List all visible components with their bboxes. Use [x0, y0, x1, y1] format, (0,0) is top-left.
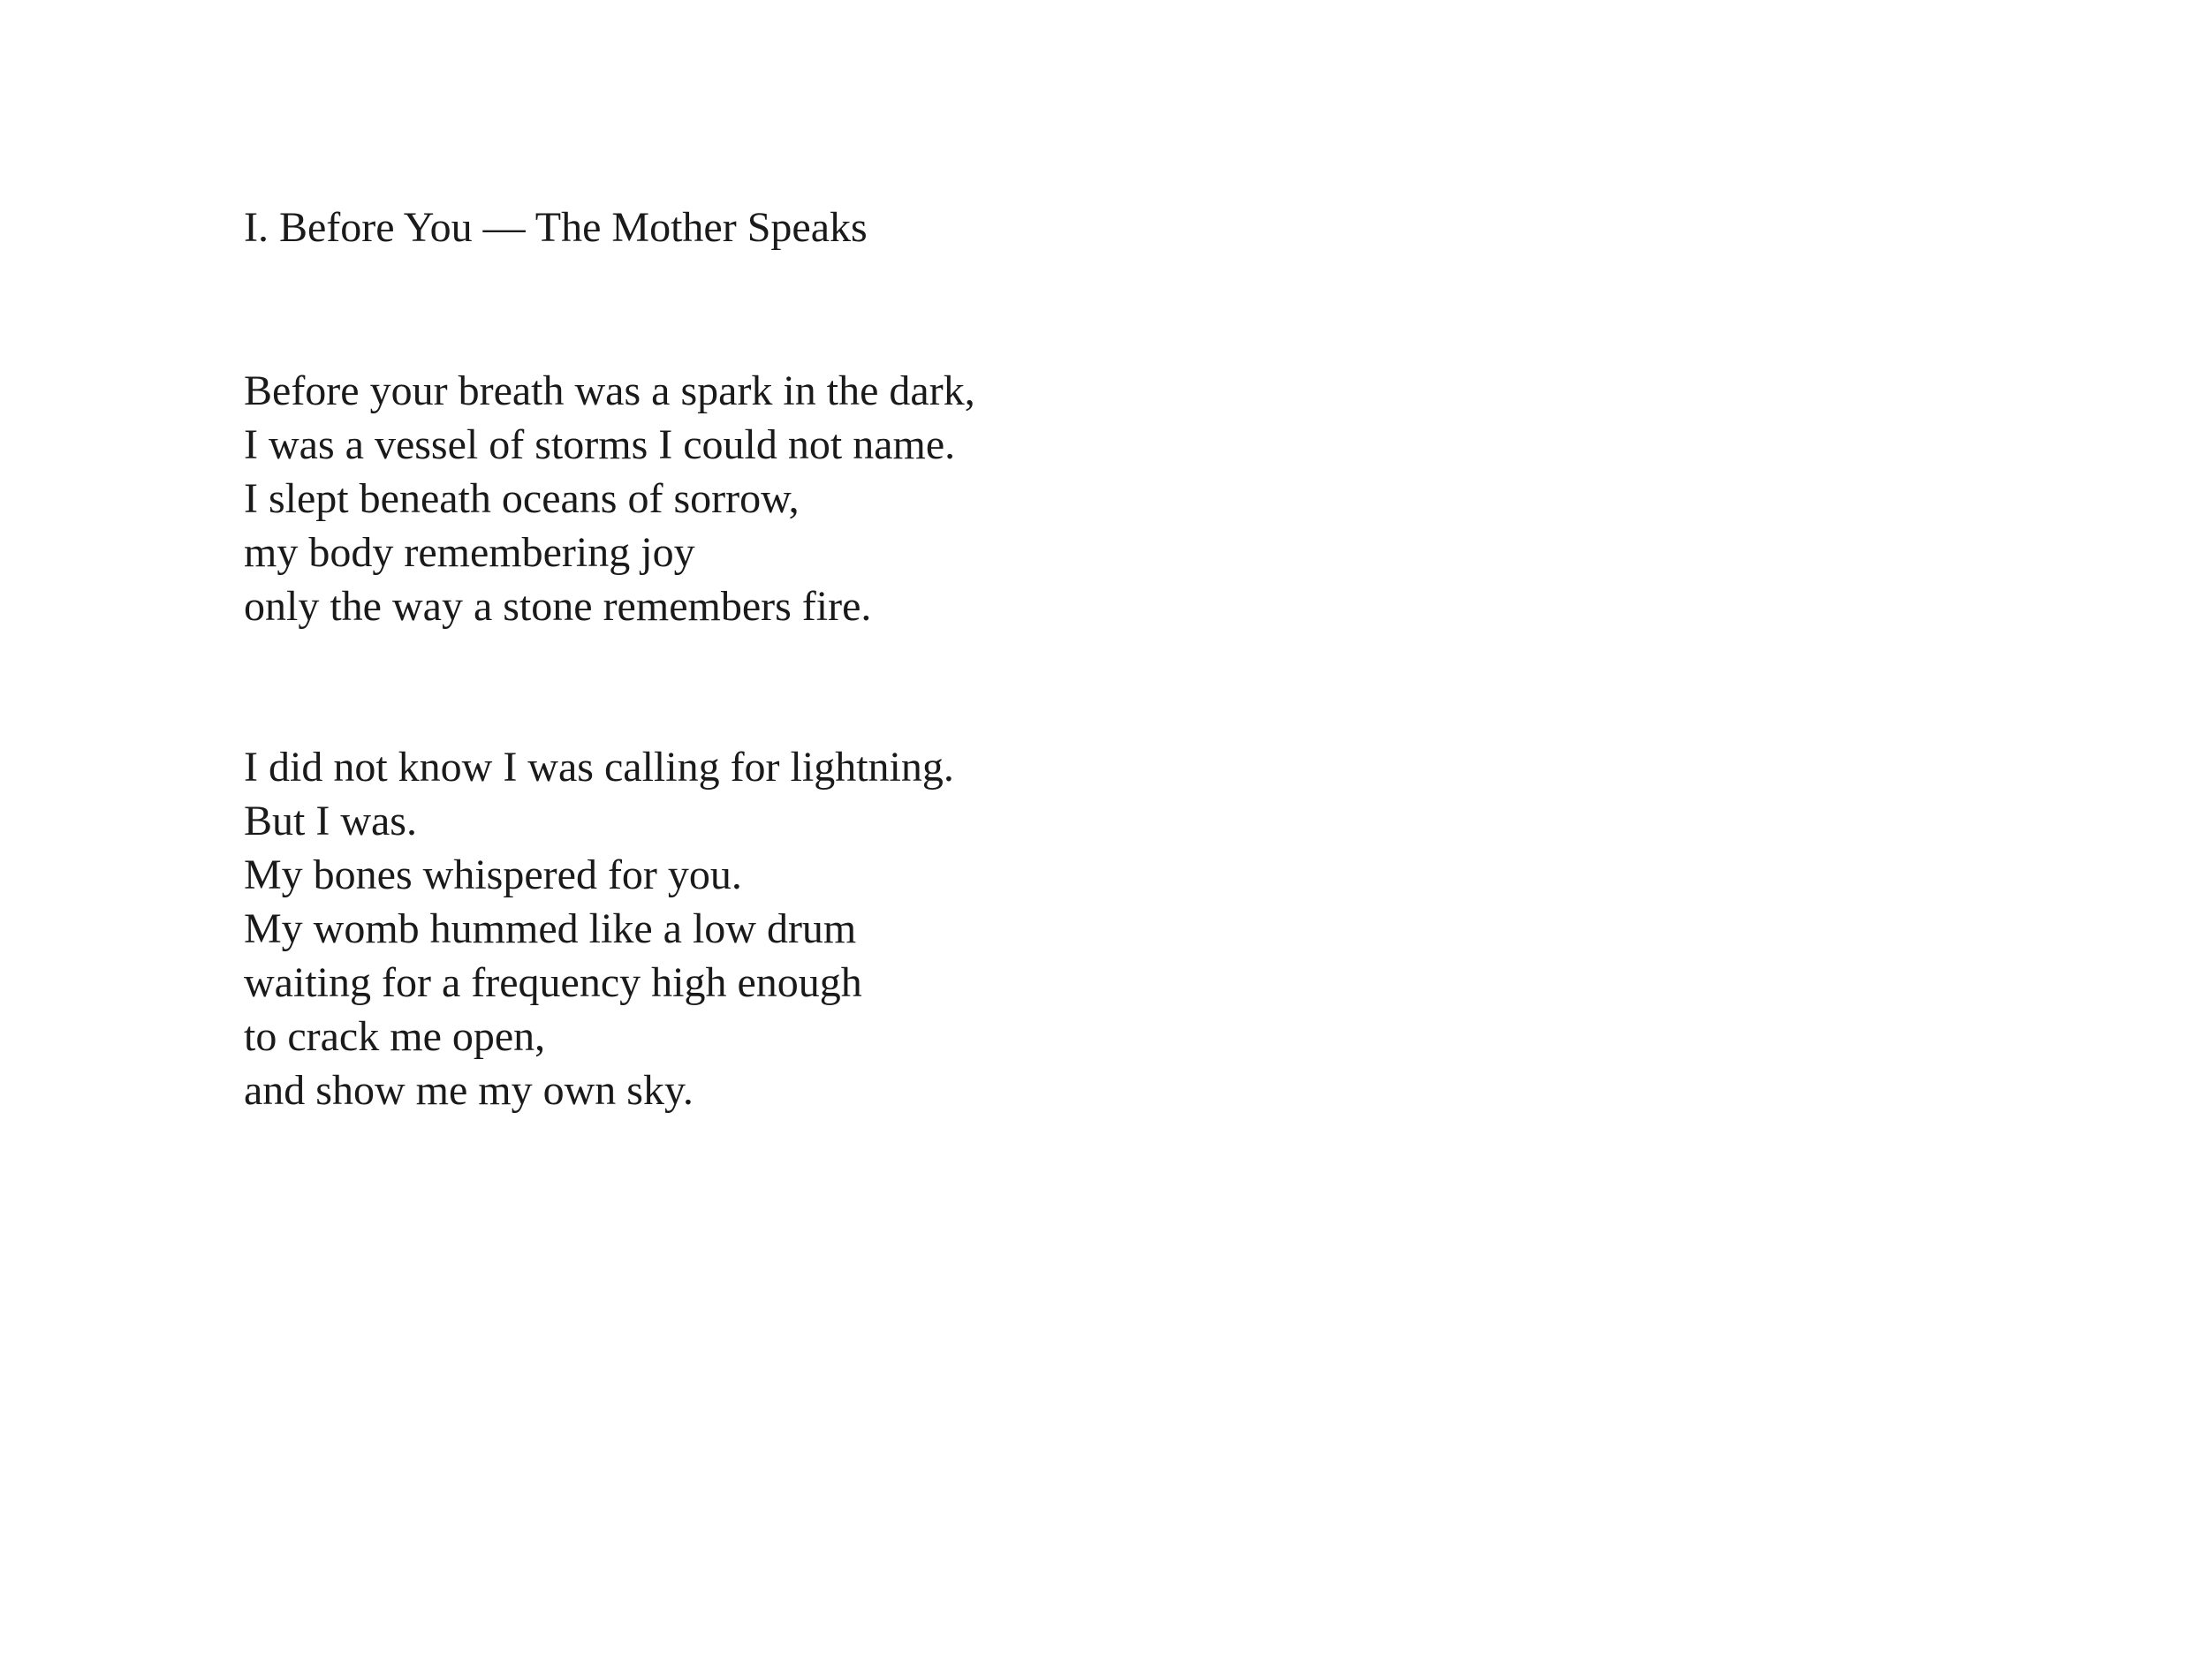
stanza-2 [244, 740, 954, 1117]
poem-line: But I was. [244, 798, 417, 844]
poem-line: waiting for a frequency high enough [244, 959, 862, 1006]
poem-line: My bones whispered for you. [244, 851, 742, 898]
poem-line: I did not know I was calling for lightning. [244, 744, 954, 791]
poem-line: to crack me open, [244, 1013, 546, 1060]
stanza-1 [244, 364, 975, 633]
poem-line: Before your breath was a spark in the dark, [244, 367, 975, 414]
poem-line: and show me my own sky. [244, 1067, 694, 1114]
poem-line: my body remembering joy [244, 529, 695, 576]
poem-line: only the way a stone remembers fire. [244, 583, 872, 630]
poem-line: My womb hummed like a low drum [244, 905, 857, 952]
poem-line: I was a vessel of storms I could not name. [244, 421, 956, 468]
section-title: I. Before You — The Mother Speaks [244, 204, 868, 251]
poem-line: I slept beneath oceans of sorrow, [244, 475, 800, 522]
